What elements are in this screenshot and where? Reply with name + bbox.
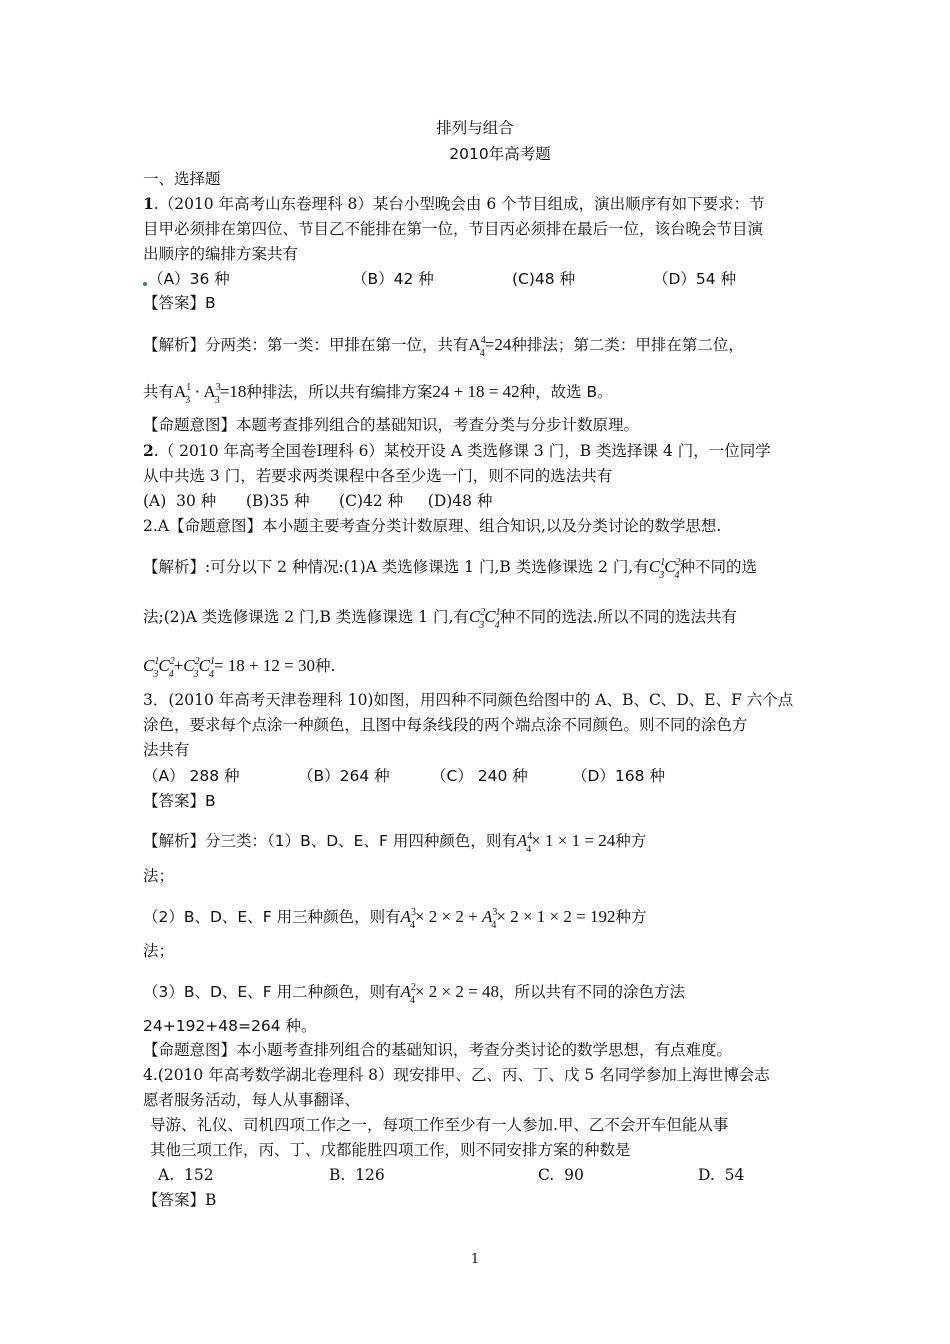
q2-stem-line-2: 从中共选 3 门，若要求两类课程中各至少选一门，则不同的选法共有 (143, 467, 613, 485)
q1-analysis-line-1: 【解析】分两类：第一类：甲排在第一位，共有$A^4_4=24$种排法；第二类：甲排在第二位， (143, 335, 744, 359)
q2-stem-line-1: 2.（ 2010 年高考全国卷Ⅰ理科 6）某校开设 A 类选修课 3 门，B 类选择课 4 门，一位同学 (143, 441, 771, 460)
q2-options: (A) 30 种 (B)35 种 (C)42 种 (D)48 种 (143, 492, 493, 510)
q2-analysis-line-1: 【解析】:可分以下 2 种情况:(1)A 类选修课选 1 门,B 类选修课选 2 门,有$C^1_3C^2_4$种不同的选 (143, 557, 758, 581)
q1-answer: 【答案】B (143, 294, 216, 312)
section-heading: 一、选择题 (143, 170, 221, 188)
q1-option-b: （B）42 种 (352, 270, 434, 288)
q3-option-a: （A） 288 种 (143, 767, 240, 785)
q4-option-d: D. 54 (698, 1166, 745, 1184)
q3-formula-a43: $A^3_4\times 2 \times 2 + A^3_4\times 2 \times 1 \times 2 = 192$ (400, 907, 616, 931)
q3-analysis-line-3: （3）B、D、E、F 用二种颜色，则有$A^2_4\times 2 \times 2 = 48$，所以共有不同的涂色方法 (143, 982, 685, 1006)
anchor-mark-icon (143, 282, 147, 286)
q3-analysis-line-2b: 法； (143, 942, 175, 960)
q1-option-d: （D）54 种 (653, 270, 737, 288)
q4-option-c: C. 90 (538, 1166, 584, 1184)
q2-formula-c32-c41: $C^2_3C^1_4$ (468, 607, 501, 631)
q2-answer-intent: 2.A【命题意图】本小题主要考查分类计数原理、组合知识,以及分类讨论的数学思想. (143, 517, 722, 535)
q1-formula-a44: $A^4_4=24$ (468, 335, 512, 359)
q3-analysis-total: 24+192+48=264 种。 (143, 1017, 317, 1035)
q4-stem-line-2: 愿者服务活动，每人从事翻译、 (143, 1091, 361, 1109)
q3-stem-line-1: 3．(2010 年高考天津卷理科 10)如图，用四种不同颜色给图中的 A、B、C、D、E、F 六个点 (143, 691, 794, 709)
q3-option-c: （C） 240 种 (431, 767, 528, 785)
q2-analysis-line-3: $C^1_3C^2_4+C^2_3C^1_4= 18 + 12 = 30$种. (143, 656, 336, 680)
q1-intent: 【命题意图】本题考查排列组合的基础知识，考查分类与分步计数原理。 (143, 416, 640, 434)
q3-intent: 【命题意图】本小题考查排列组合的基础知识，考查分类讨论的数学思想，有点难度。 (143, 1041, 733, 1059)
q4-stem-line-4: 其他三项工作，丙、丁、戊都能胜四项工作，则不同安排方案的种数是 (150, 1141, 631, 1159)
q4-option-a: A. 152 (158, 1166, 214, 1184)
q1-analysis-line-2: 共有$A^1_3 \cdot A^3_3=18$种排法，所以共有编排方案24 + 18 = 42种，故选 B。 (143, 382, 613, 406)
q3-answer: 【答案】B (143, 792, 216, 810)
q4-stem-line-1: 4.(2010 年高考数学湖北卷理科 8）现安排甲、乙、丙、丁、戊 5 名同学参加上海世博会志 (143, 1066, 770, 1084)
q3-option-d: （D）168 种 (572, 767, 665, 785)
doc-title: 排列与组合 (436, 119, 514, 137)
q1-stem-line-3: 出顺序的编排方案共有 (143, 245, 299, 263)
q4-answer: 【答案】B (143, 1191, 217, 1209)
q3-option-b: （B）264 种 (298, 767, 390, 785)
q2-formula-sum: $C^1_3C^2_4+C^2_3C^1_4$ (143, 656, 215, 680)
q3-stem-line-3: 法共有 (143, 741, 190, 759)
doc-subtitle: 2010年高考题 (449, 145, 551, 163)
q3-analysis-line-2: （2）B、D、E、F 用三种颜色，则有$A^3_4\times 2 \times 2 + A^3_4\times 2 \times 1 \times 2 = 192$种方 (143, 907, 647, 931)
q3-formula-a44: $A^4_4\times 1 \times 1 = 24$ (516, 831, 616, 855)
q3-analysis-line-1b: 法； (143, 867, 175, 885)
q2-number: 2 (143, 441, 154, 460)
q1-stem-line-1: 1.（2010 年高考山东卷理科 8）某台小型晚会由 6 个节目组成，演出顺序有如下要求：节 (143, 194, 765, 213)
q4-option-b: B. 126 (329, 1166, 385, 1184)
q3-formula-a42: $A^2_4\times 2 \times 2 = 48$ (400, 982, 499, 1006)
q3-stem-line-2: 涂色，要求每个点涂一种颜色，且图中每条线段的两个端点涂不同颜色。则不同的涂色方 (143, 716, 748, 734)
q4-stem-line-3: 导游、礼仪、司机四项工作之一，每项工作至少有一人参加.甲、乙不会开车但能从事 (150, 1116, 729, 1134)
q2-analysis-line-2: 法;(2)A 类选修课选 2 门,B 类选修课选 1 门,有$C^2_3C^1_4$种不同的选法.所以不同的选法共有 (143, 607, 738, 631)
q1-formula-a31-a33: $A^1_3 \cdot A^3_3=18$ (174, 382, 247, 406)
q1-option-a: （A）36 种 (143, 269, 230, 289)
q1-number: 1 (143, 194, 154, 213)
q3-analysis-line-1: 【解析】分三类：（1）B、D、E、F 用四种颜色，则有$A^4_4\times 1 \times 1 = 24$种方 (143, 831, 647, 855)
page-number: 1 (470, 1252, 480, 1267)
q2-formula-c31-c42: $C^1_3C^2_4$ (648, 557, 681, 581)
q1-option-c: (C)48 种 (512, 270, 576, 288)
q1-stem-line-2: 目甲必须排在第四位、节目乙不能排在第一位，节目丙必须排在最后一位，该台晚会节目演 (143, 220, 764, 238)
